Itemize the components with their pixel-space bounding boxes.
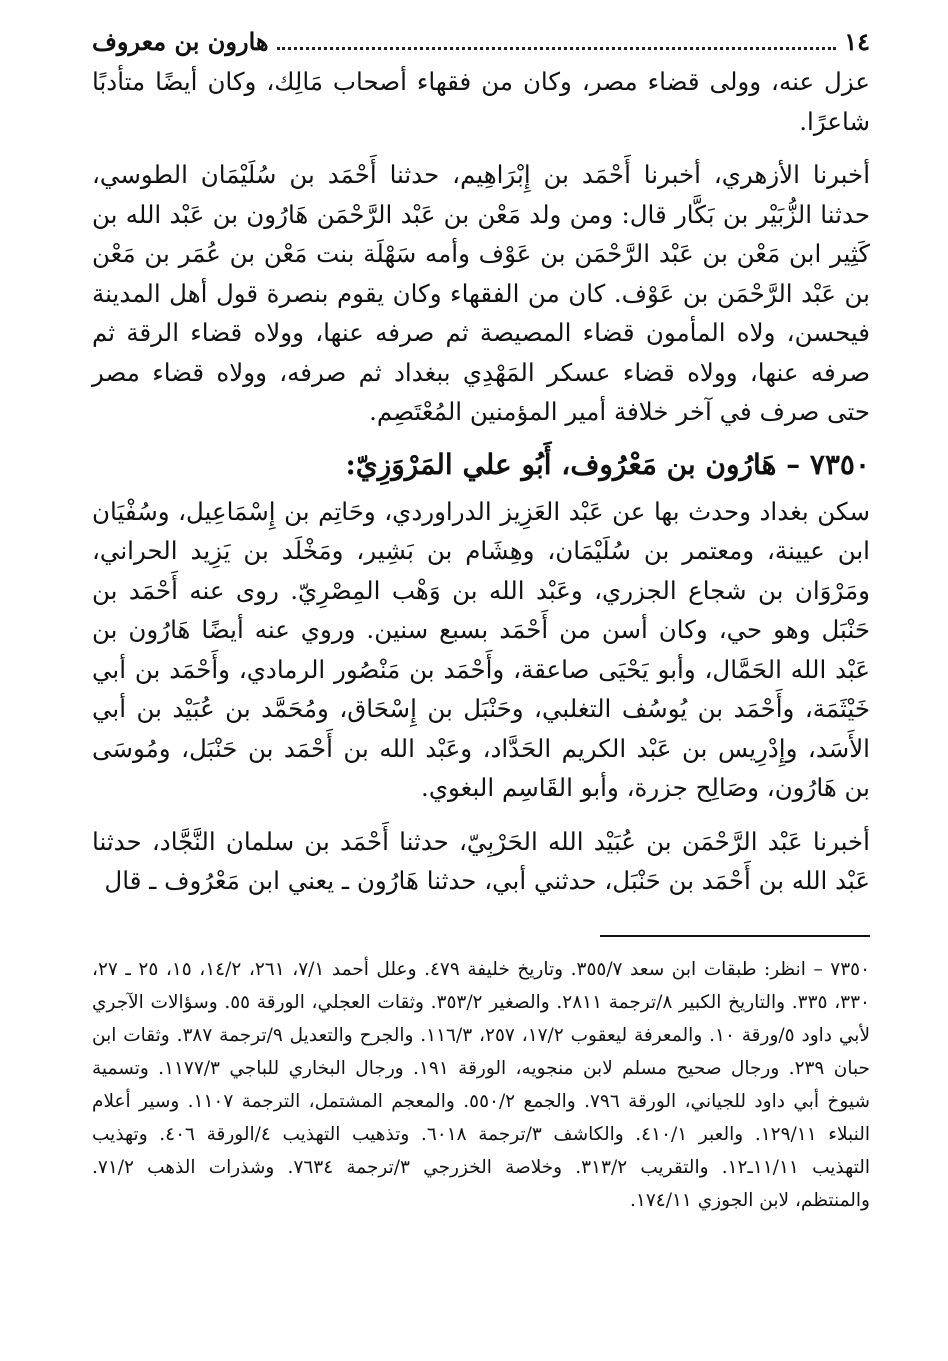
running-title: هارون بن معروف [92, 27, 269, 56]
footnote-7350: ٧٣٥٠ – انظر: طبقات ابن سعد ٣٥٥/٧. وتاريخ خليفة ٤٧٩. وعلل أحمد ٧/١، ٢٦١، ١٤/٢، ١٥، ٢٥ ـ ٢٧، ٣٣٠، ٣٣٥. والتاريخ الكبير ٨/ترجمة ٢٨١١. والصغير ٣٥٣/٢. وثقات العجلي، الورقة ٥٥. وسؤالات الآجري لأبي داود ٥/ورقة ١٠. والمعرفة ليعقوب ١٧/٢، ٢٥٧، ١١٦/٣. والجرح والتعديل ٩/ترجمة ٣٨٧. وثقات ابن حبان ٢٣٩. ورجال صحيح مسلم لابن منجويه، الورقة ١٩١. ورجال البخاري للباجي ١١٧٧/٣. وتسمية شيوخ أبي داود للجياني، الورقة ٧٩٦. والجمع ٥٥٠/٢. والمعجم المشتمل، الترجمة ١١٠٧. وسير أعلام النبلاء ١٢٩/١١. والعبر ٤١٠/١. والكاشف ٣/ترجمة ٦٠١٨. وتذهيب التهذيب ٤/الورقة ٤٠٦. وتهذيب التهذيب ١١/١١ـ١٢. والتقريب ٣١٣/٢. وخلاصة الخزرجي ٣/ترجمة ٧٦٣٤. وشذرات الذهب ٧١/٢. والمنتظم، لابن الجوزي ١٧٤/١١. [92, 958, 871, 1211]
footnote-divider [600, 935, 870, 937]
header-dotted-leader [277, 27, 837, 50]
page-number: ١٤ [844, 27, 870, 56]
paragraph-isnad-2: أخبرنا عَبْد الرَّحْمَن بن عُبَيْد الله الحَرْبِيّ، حدثنا أَحْمَد بن سلمان النَّجَّاد، حدثنا عَبْد الله بن أَحْمَد بن حَنْبَل، حدثني أبي، حدثنا هَارُون ـ يعني ابن مَعْرُوف ـ قال [92, 826, 870, 895]
entry-heading: ٧٣٥٠ – هَارُون بن مَعْرُوف، أَبُو علي المَرْوَزِيّ: [345, 447, 870, 481]
paragraph-biography: سكن بغداد وحدث بها عن عَبْد العَزِيز الدراوردي، وحَاتِم بن إِسْمَاعِيل، وسُفْيَان ابن عيينة، ومعتمر بن سُلَيْمَان، وهِشَام بن بَشِير، ومَخْلَد بن يَزِيد الحراني، ومَرْوَان بن شجاع الجزري، وعَبْد الله بن وَهْب المِصْرِيّ. روى عنه أَحْمَد بن حَنْبَل وهو حي، وكان أسن من أَحْمَد بسبع سنين. وروي عنه أيضًا هَارُون بن عَبْد الله الحَمَّال، وأبو يَحْيَى صاعقة، وأَحْمَد بن مَنْصُور الرمادي، وأَحْمَد بن أبي خَيْثَمَة، وأَحْمَد بن يُوسُف التغلبي، وحَنْبَل بن إِسْحَاق، ومُحَمَّد بن عُبَيْد بن أبي الأَسَد، وإِدْرِيس بن عَبْد الكريم الحَدَّاد، وعَبْد الله بن أَحْمَد بن حَنْبَل، ومُوسَى بن هَارُون، وصَالِح جزرة، وأبو القَاسِم البغوي. [92, 496, 870, 802]
paragraph-continuation: عزل عنه، وولى قضاء مصر، وكان من فقهاء أصحاب مَالِك، وكان أيضًا متأدبًا شاعرًا. [92, 67, 870, 136]
running-header [92, 22, 870, 62]
book-page [92, 22, 870, 1342]
paragraph-isnad-1: أخبرنا الأزهري، أخبرنا أَحْمَد بن إِبْرَاهِيم، حدثنا أَحْمَد بن سُلَيْمَان الطوسي، حدثنا الزُّبَيْر بن بَكَّار قال: ومن ولد مَعْن بن عَبْد الرَّحْمَن هَارُون بن عَبْد الله بن كَثِير ابن مَعْن بن عَبْد الرَّحْمَن بن عَوْف وأمه سَهْلَة بنت مَعْن بن عُمَر بن مَعْن بن عَبْد الرَّحْمَن بن عَوْف. كان من الفقهاء وكان يقوم بنصرة قول أهل المدينة فيحسن، ولاه المأمون قضاء المصيصة ثم صرفه عنها، وولاه قضاء الرقة ثم صرفه عنها، وولاه قضاء عسكر المَهْدِي ببغداد ثم صرفه، وولاه قضاء مصر حتى صرف في آخر خلافة أمير المؤمنين المُعْتَصِم. [92, 160, 870, 426]
